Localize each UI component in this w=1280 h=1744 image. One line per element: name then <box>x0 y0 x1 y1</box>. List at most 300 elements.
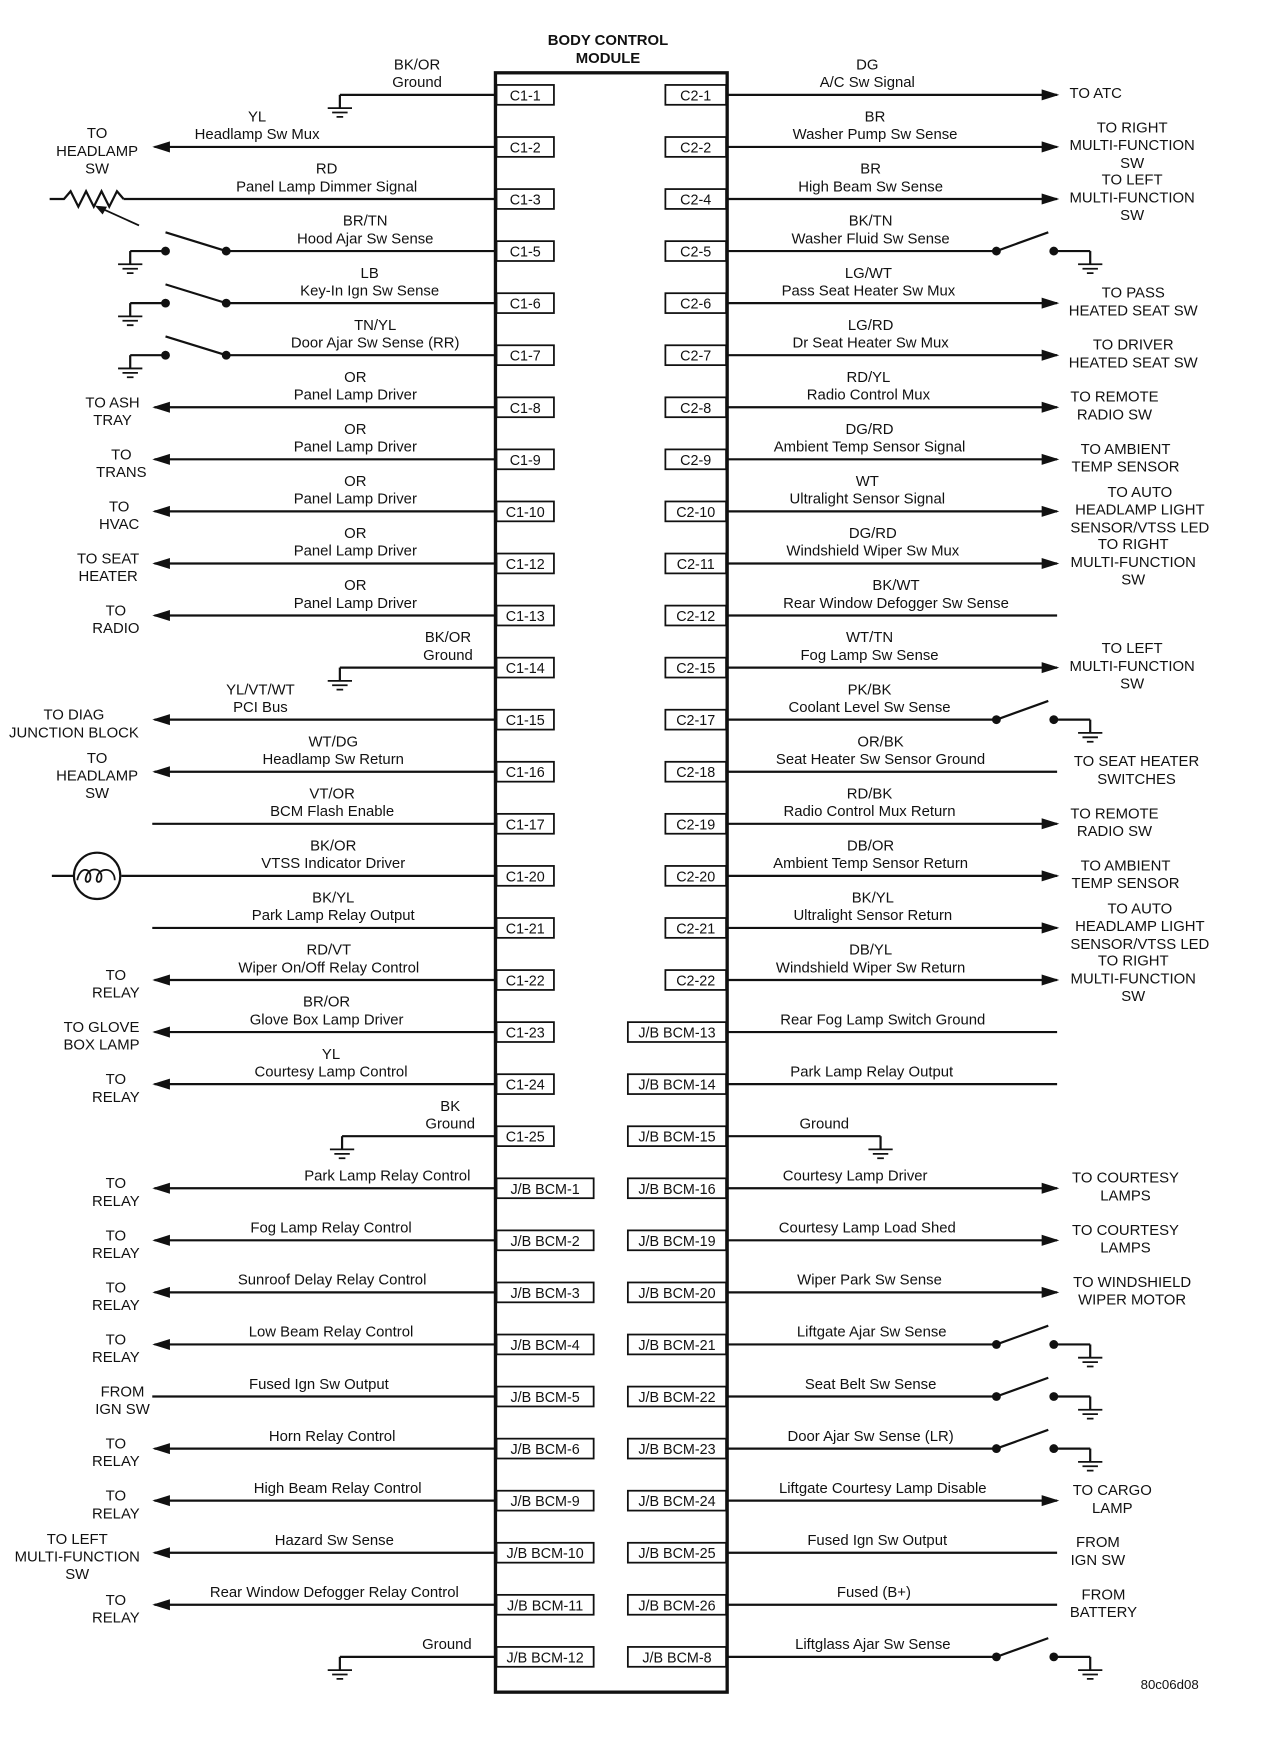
pin-label: J/B BCM-10 <box>506 1546 584 1563</box>
signal-label: Ambient Temp Sensor Return <box>773 856 969 873</box>
switch-icon <box>992 1638 1090 1661</box>
destination-label: MULTI-FUNCTION <box>1069 190 1195 207</box>
destination-label: SW <box>85 786 110 803</box>
switch-icon <box>992 701 1090 724</box>
arrow-icon <box>152 1547 170 1558</box>
signal-label: VTSS Indicator Driver <box>261 856 406 873</box>
signal-label: Ultralight Sensor Return <box>793 908 953 925</box>
destination-label: SW <box>85 161 110 178</box>
destination-label: HVAC <box>99 517 140 534</box>
wire-color-label: BR/TN <box>342 213 388 230</box>
wire-color-label: BR/OR <box>303 994 351 1011</box>
destination-label: TO <box>105 1488 127 1505</box>
wire-color-label: DG <box>856 57 879 74</box>
signal-label: Headlamp Sw Mux <box>194 127 320 144</box>
signal-label: Washer Fluid Sw Sense <box>791 231 950 248</box>
destination-label: TO DIAG <box>43 707 105 724</box>
destination-label: TO REMOTE <box>1070 806 1159 823</box>
wire-color-label: DG/RD <box>848 526 897 543</box>
signal-label: Wiper On/Off Relay Control <box>238 960 420 977</box>
pin-label: C1-20 <box>505 869 545 886</box>
pin-label: J/B BCM-14 <box>638 1077 716 1094</box>
destination-label: RADIO <box>92 621 140 638</box>
right-pin-row <box>665 110 1194 172</box>
arrow-icon <box>1042 558 1060 569</box>
pin-label: C2-9 <box>680 452 712 469</box>
pin-label: C1-6 <box>509 296 541 313</box>
signal-label: Windshield Wiper Sw Return <box>775 960 966 977</box>
pin-label: J/B BCM-20 <box>638 1285 716 1302</box>
destination-label: TO AMBIENT <box>1080 858 1171 875</box>
pin-label: C1-1 <box>509 88 541 105</box>
left-pin-row <box>77 526 554 585</box>
signal-label: Fog Lamp Relay Control <box>250 1220 412 1237</box>
signal-label: Liftgate Ajar Sw Sense <box>796 1324 947 1341</box>
destination-label: SENSOR/VTSS LED <box>1070 520 1210 537</box>
arrow-icon <box>152 1599 170 1610</box>
left-pin-row <box>56 734 554 802</box>
pin-label: J/B BCM-23 <box>638 1442 716 1459</box>
destination-label: TO COURTESY <box>1072 1170 1179 1187</box>
right-pin-row <box>665 474 1209 536</box>
signal-label: Fused Ign Sw Output <box>807 1533 948 1550</box>
destination-label: TO WINDSHIELD <box>1073 1274 1192 1291</box>
signal-label: Ground <box>799 1116 850 1133</box>
destination-label: TO SEAT <box>76 551 140 568</box>
signal-label: Courtesy Lamp Control <box>254 1064 408 1081</box>
arrow-icon <box>152 1235 170 1246</box>
signal-label: Panel Lamp Driver <box>293 491 417 508</box>
signal-label: Washer Pump Sw Sense <box>792 127 958 144</box>
pin-label: C1-2 <box>509 140 541 157</box>
destination-label: HEATER <box>78 569 138 586</box>
switch-icon <box>130 232 230 255</box>
signal-label: Courtesy Lamp Load Shed <box>778 1220 956 1237</box>
pin-label: C1-22 <box>505 973 545 990</box>
signal-label: Seat Heater Sw Sensor Ground <box>775 752 986 769</box>
signal-label: High Beam Relay Control <box>253 1480 422 1497</box>
signal-label: Hood Ajar Sw Sense <box>297 231 434 248</box>
arrow-icon <box>152 1183 170 1194</box>
arrow-icon <box>152 1287 170 1298</box>
signal-label: Ambient Temp Sensor Signal <box>773 439 966 456</box>
pin-label: J/B BCM-11 <box>507 1598 584 1615</box>
destination-label: RELAY <box>92 1350 140 1367</box>
ground-icon <box>328 668 352 690</box>
destination-label: RELAY <box>92 1610 140 1627</box>
destination-label: RELAY <box>92 985 140 1002</box>
right-pin-row <box>665 370 1158 424</box>
right-pin-row <box>665 214 1102 273</box>
signal-label: Park Lamp Relay Output <box>790 1064 954 1081</box>
destination-label: TO ASH <box>85 395 140 412</box>
destination-label: MULTI-FUNCTION <box>1070 554 1196 571</box>
arrow-icon <box>1042 89 1060 100</box>
left-pin-row <box>92 943 554 1002</box>
arrow-icon <box>1042 1287 1060 1298</box>
signal-label: Liftglass Ajar Sw Sense <box>795 1637 951 1654</box>
pin-label: C2-8 <box>680 400 712 417</box>
wire-color-label: BR <box>860 161 881 178</box>
rheostat-icon <box>50 191 139 225</box>
wire-color-label: LB <box>360 265 379 282</box>
destination-label: FROM <box>100 1384 145 1401</box>
right-pin-row <box>665 162 1194 224</box>
destination-label: TO <box>105 603 127 620</box>
destination-label: TO <box>105 1332 127 1349</box>
ground-icon <box>1078 720 1102 742</box>
wire-color-label: YL <box>248 109 267 126</box>
signal-label: Glove Box Lamp Driver <box>249 1012 404 1029</box>
pin-label: J/B BCM-6 <box>510 1442 580 1459</box>
wire-color-label: OR <box>344 526 367 543</box>
destination-label: SW <box>1120 676 1145 693</box>
wire-color-label: WT <box>855 474 879 491</box>
signal-label: Park Lamp Relay Output <box>251 908 415 925</box>
pin-label: J/B BCM-26 <box>638 1598 716 1615</box>
left-pin-row <box>63 995 553 1054</box>
figure-code: 80c06d08 <box>1140 1676 1199 1692</box>
pin-label: C1-23 <box>505 1025 545 1042</box>
signal-label: Ground <box>425 1116 476 1133</box>
destination-label: TEMP SENSOR <box>1071 459 1180 476</box>
destination-label: TO <box>105 1436 127 1453</box>
signal-label: Panel Lamp Dimmer Signal <box>236 179 418 196</box>
wire-color-label: BK <box>440 1098 461 1115</box>
wire-color-label: OR <box>344 578 367 595</box>
destination-label: TO RIGHT <box>1096 120 1168 137</box>
destination-label: TO <box>105 1592 127 1609</box>
signal-label: Panel Lamp Driver <box>293 387 417 404</box>
destination-label: TO ATC <box>1069 86 1122 103</box>
pin-label: C1-5 <box>509 244 541 261</box>
signal-label: Liftgate Courtesy Lamp Disable <box>778 1480 987 1497</box>
destination-label: HEATED SEAT SW <box>1068 303 1198 320</box>
ground-icon <box>868 1136 892 1158</box>
arrow-icon <box>152 558 170 569</box>
pin-label: C2-10 <box>676 504 716 521</box>
left-pin-row <box>92 1047 554 1106</box>
destination-label: SW <box>65 1567 90 1584</box>
destination-label: LAMP <box>1092 1500 1133 1517</box>
destination-label: RELAY <box>92 1506 140 1523</box>
right-pin-row <box>665 422 1179 476</box>
destination-label: MULTI-FUNCTION <box>14 1549 140 1566</box>
signal-label: Ground <box>423 647 473 664</box>
lamp-icon <box>52 853 120 899</box>
destination-label: TO <box>105 1072 127 1089</box>
destination-label: MULTI-FUNCTION <box>1069 138 1195 155</box>
pin-label: C2-7 <box>680 348 712 365</box>
pin-label: C1-15 <box>505 713 545 730</box>
wire-color-label: BK/YL <box>312 890 355 907</box>
arrow-icon <box>152 141 170 152</box>
wire-color-label: TN/YL <box>354 317 397 334</box>
signal-label: Ground <box>422 1637 472 1654</box>
destination-label: LAMPS <box>1100 1240 1151 1257</box>
signal-label: Panel Lamp Driver <box>293 439 417 456</box>
arrow-icon <box>152 766 170 777</box>
wire-color-label: OR <box>344 474 367 491</box>
pin-label: C2-22 <box>676 973 716 990</box>
destination-label: SW <box>1120 155 1145 172</box>
pin-label: J/B BCM-21 <box>638 1337 716 1354</box>
switch-icon <box>130 284 230 307</box>
ground-icon <box>1078 251 1102 273</box>
pin-label: C2-4 <box>680 192 712 209</box>
signal-label: Park Lamp Relay Control <box>304 1168 471 1185</box>
signal-label: Headlamp Sw Return <box>262 752 404 769</box>
destination-label: TEMP SENSOR <box>1071 875 1180 892</box>
destination-label: TO LEFT <box>1101 172 1163 189</box>
destination-label: MULTI-FUNCTION <box>1070 971 1196 988</box>
pin-label: C1-7 <box>509 348 541 365</box>
wire-color-label: DG/RD <box>845 421 894 438</box>
pin-label: C2-20 <box>676 869 716 886</box>
left-pin-row <box>152 786 554 833</box>
arrow-icon <box>1042 298 1060 309</box>
pin-label: J/B BCM-9 <box>510 1494 580 1511</box>
wire-color-label: YL <box>321 1046 341 1063</box>
pin-label: J/B BCM-15 <box>638 1129 716 1146</box>
destination-label: HEADLAMP LIGHT <box>1075 919 1205 936</box>
destination-label: SW <box>1121 572 1146 589</box>
left-pin-row <box>92 578 554 637</box>
wire-color-label: WT/DG <box>308 734 359 751</box>
pin-label: J/B BCM-16 <box>638 1181 716 1198</box>
destination-label: LAMPS <box>1100 1188 1151 1205</box>
destination-label: TO AUTO <box>1107 901 1173 918</box>
left-pin-row <box>52 838 554 899</box>
wire-color-label: RD <box>315 161 338 178</box>
ground-icon <box>118 355 142 377</box>
right-pin-row <box>665 318 1197 372</box>
destination-label: RELAY <box>92 1193 140 1210</box>
destination-label: TO AUTO <box>1107 485 1173 502</box>
destination-label: TO GLOVE <box>63 1020 140 1037</box>
destination-label: SWITCHES <box>1097 771 1176 788</box>
destination-label: TO AMBIENT <box>1080 441 1171 458</box>
signal-label: Panel Lamp Driver <box>293 543 417 560</box>
signal-label: Courtesy Lamp Driver <box>782 1168 928 1185</box>
destination-label: TO <box>105 1228 127 1245</box>
wire-color-label: RD/YL <box>846 369 891 386</box>
ground-icon <box>328 1657 352 1679</box>
pin-label: C1-25 <box>505 1129 545 1146</box>
destination-label: HEATED SEAT SW <box>1068 355 1198 372</box>
destination-label: TO LEFT <box>46 1531 108 1548</box>
pin-label: C2-15 <box>676 661 716 678</box>
pin-label: C1-16 <box>505 765 545 782</box>
left-pin-row <box>96 422 554 481</box>
destination-label: SW <box>1121 988 1146 1005</box>
signal-label: Windshield Wiper Sw Mux <box>786 543 960 560</box>
pin-label: C2-2 <box>680 140 712 157</box>
right-pin-row <box>665 57 1122 104</box>
arrow-icon <box>1042 141 1060 152</box>
arrow-icon <box>152 506 170 517</box>
signal-label: Hazard Sw Sense <box>274 1533 394 1550</box>
signal-label: Key-In Ign Sw Sense <box>300 283 440 300</box>
pin-label: C1-3 <box>509 192 541 209</box>
arrow-icon <box>1042 818 1060 829</box>
wire-color-label: WT/TN <box>845 630 894 647</box>
arrow-icon <box>152 714 170 725</box>
signal-label: Pass Seat Heater Sw Mux <box>781 283 956 300</box>
destination-label: IGN SW <box>95 1402 150 1419</box>
pin-label: C2-6 <box>680 296 712 313</box>
arrow-icon <box>1042 974 1060 985</box>
pin-label: C2-21 <box>676 921 716 938</box>
destination-label: TO <box>108 499 130 516</box>
arrow-icon <box>1042 506 1060 517</box>
arrow-icon <box>1042 1235 1060 1246</box>
ground-icon <box>1078 1344 1102 1366</box>
pin-label: C1-17 <box>505 817 545 834</box>
arrow-icon <box>1042 1183 1060 1194</box>
pin-label: C2-12 <box>676 609 716 626</box>
destination-label: TO SEAT HEATER <box>1073 754 1200 771</box>
wire-color-label: VT/OR <box>309 786 355 803</box>
wire-color-label: YL/VT/WT <box>226 682 295 699</box>
pin-label: C1-14 <box>505 661 545 678</box>
signal-label: Horn Relay Control <box>268 1428 396 1445</box>
destination-label: TO <box>105 1280 127 1297</box>
pin-label: C1-10 <box>505 504 545 521</box>
right-pin-row <box>665 682 1102 741</box>
destination-label: RELAY <box>92 1454 140 1471</box>
destination-label: BOX LAMP <box>63 1037 140 1054</box>
wire-color-label: BR <box>864 109 886 126</box>
left-pin-row <box>56 110 554 178</box>
destination-label: IGN SW <box>1070 1552 1126 1569</box>
switch-icon <box>130 336 230 359</box>
pin-label: C1-13 <box>505 609 545 626</box>
pin-label: J/B BCM-3 <box>510 1285 580 1302</box>
arrow-icon <box>152 402 170 413</box>
pin-label: C1-24 <box>505 1077 545 1094</box>
wire-color-label: RD/VT <box>306 942 352 959</box>
switch-icon <box>992 232 1090 255</box>
left-pin-row <box>85 370 554 429</box>
pin-label: C1-21 <box>505 921 545 938</box>
destination-label: FROM <box>1081 1587 1126 1604</box>
pin-label: J/B BCM-5 <box>510 1390 580 1407</box>
signal-label: Fused Ign Sw Output <box>249 1376 389 1393</box>
left-pin-row <box>99 474 554 533</box>
pin-label: J/B BCM-12 <box>506 1650 584 1667</box>
pin-label: J/B BCM-1 <box>510 1181 580 1198</box>
destination-label: TRAY <box>93 412 132 429</box>
wire-color-label: BK/TN <box>848 213 893 230</box>
wire-color-label: PK/BK <box>847 682 892 699</box>
arrow-icon <box>1042 402 1060 413</box>
destination-label: TO COURTESY <box>1072 1222 1179 1239</box>
arrow-icon <box>152 1443 170 1454</box>
right-pin-row <box>665 786 1158 840</box>
switch-icon <box>992 1378 1090 1401</box>
wire-color-label: LG/WT <box>844 265 892 282</box>
destination-label: WIPER MOTOR <box>1078 1292 1187 1309</box>
left-pin-row <box>9 682 554 741</box>
arrow-icon <box>152 974 170 985</box>
destination-label: MULTI-FUNCTION <box>1069 658 1195 675</box>
destination-label: TO <box>86 126 108 143</box>
ground-icon <box>1078 1657 1102 1679</box>
signal-label: Seat Belt Sw Sense <box>804 1376 937 1393</box>
pin-label: C2-18 <box>676 765 716 782</box>
arrow-icon <box>152 1495 170 1506</box>
signal-label: Dr Seat Heater Sw Mux <box>792 335 949 352</box>
signal-label: Door Ajar Sw Sense (LR) <box>787 1428 954 1445</box>
signal-label: Wiper Park Sw Sense <box>797 1272 942 1289</box>
switch-icon <box>992 1430 1090 1453</box>
ground-icon <box>1078 1397 1102 1419</box>
pin-label: C2-1 <box>680 88 712 105</box>
arrow-icon <box>1042 350 1060 361</box>
ground-icon <box>1078 1449 1102 1471</box>
wire-color-label: BK/OR <box>310 838 357 855</box>
destination-label: RELAY <box>92 1245 140 1262</box>
destination-label: SENSOR/VTSS LED <box>1070 936 1210 953</box>
ground-icon <box>118 251 142 273</box>
signal-label: Coolant Level Sw Sense <box>788 699 951 716</box>
left-pin-row <box>50 162 554 226</box>
signal-label: Fused (B+) <box>836 1585 911 1602</box>
wire-color-label: BK/OR <box>393 57 441 74</box>
destination-label: TO RIGHT <box>1097 953 1169 970</box>
pin-label: J/B BCM-2 <box>510 1233 580 1250</box>
pin-label: C2-17 <box>676 713 716 730</box>
pin-label: J/B BCM-4 <box>510 1337 580 1354</box>
signal-label: Ground <box>392 75 442 92</box>
signal-label: Ultralight Sensor Signal <box>789 491 946 508</box>
signal-label: BCM Flash Enable <box>270 804 395 821</box>
destination-label: JUNCTION BLOCK <box>9 725 139 742</box>
destination-label: FROM <box>1076 1535 1120 1552</box>
wire-color-label: RD/BK <box>846 786 893 803</box>
right-pin-row <box>665 266 1197 320</box>
signal-label: Rear Fog Lamp Switch Ground <box>780 1012 986 1029</box>
destination-label: TO DRIVER <box>1092 337 1174 354</box>
right-pin-row <box>665 891 1209 953</box>
arrow-icon <box>1042 662 1060 673</box>
arrow-icon <box>152 1079 170 1090</box>
signal-label: Panel Lamp Driver <box>293 595 417 612</box>
pin-label: C2-5 <box>680 244 712 261</box>
arrow-icon <box>152 454 170 465</box>
signal-label: Sunroof Delay Relay Control <box>237 1272 427 1289</box>
arrow-icon <box>152 1339 170 1350</box>
destination-label: SW <box>1120 207 1145 224</box>
wire-color-label: DB/YL <box>849 942 893 959</box>
pin-label: C2-11 <box>676 556 715 573</box>
wire-color-label: BK/OR <box>424 630 472 647</box>
signal-label: Fog Lamp Sw Sense <box>800 647 939 664</box>
destination-label: TO <box>111 447 132 464</box>
pin-label: J/B BCM-24 <box>638 1494 716 1511</box>
left-pin-row <box>152 891 554 938</box>
destination-label: HEADLAMP <box>56 768 139 785</box>
destination-label: TO <box>105 1176 127 1193</box>
signal-label: Radio Control Mux Return <box>783 804 956 821</box>
destination-label: TO CARGO <box>1072 1483 1152 1500</box>
signal-label: Rear Window Defogger Sw Sense <box>783 595 1009 612</box>
signal-label: Rear Window Defogger Relay Control <box>209 1585 459 1602</box>
signal-label: PCI Bus <box>233 699 288 716</box>
destination-label: TO RIGHT <box>1097 537 1169 554</box>
module-title-line2: MODULE <box>575 50 641 67</box>
